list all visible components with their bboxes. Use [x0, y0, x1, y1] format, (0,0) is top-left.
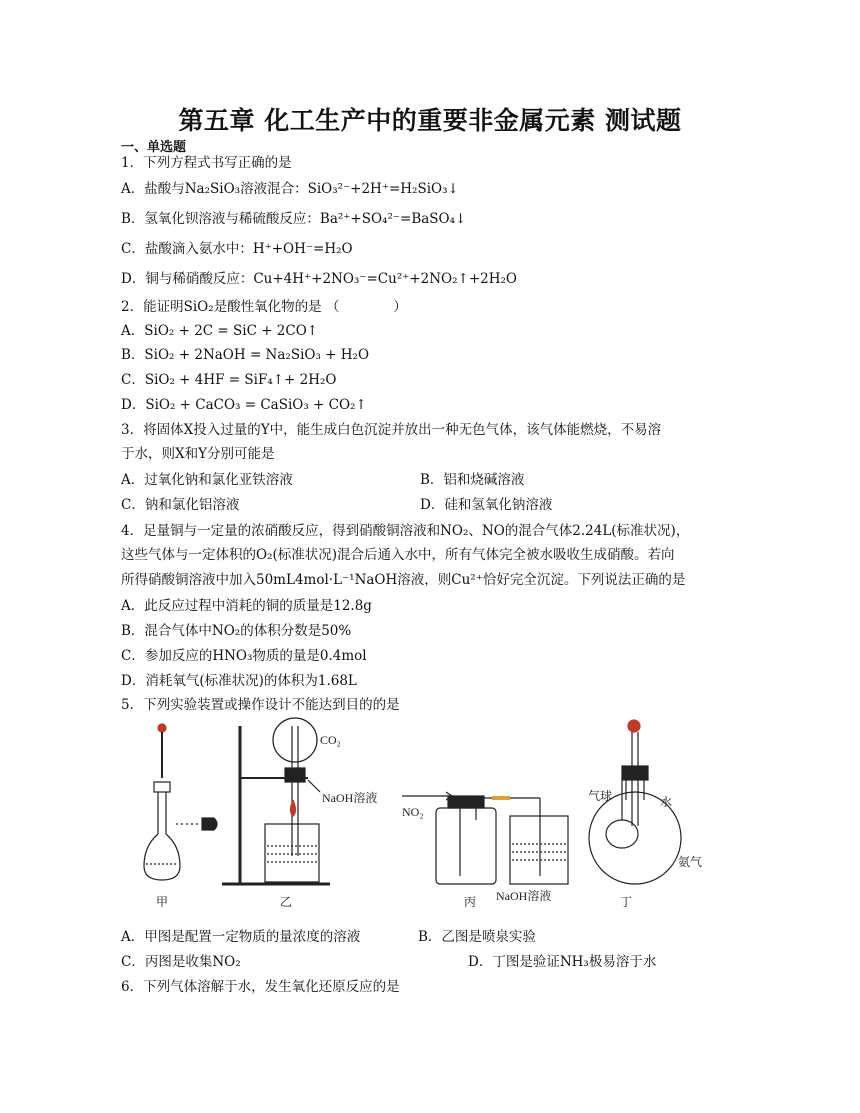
q1-option-b: B．氢氧化钡溶液与稀硫酸反应：Ba²⁺+SO₄²⁻=BaSO₄↓	[121, 211, 467, 227]
q1-stem: 1．下列方程式书写正确的是	[121, 155, 292, 171]
q3-option-a: A．过氧化钠和氯化亚铁溶液	[121, 472, 293, 488]
label-yi: 乙	[280, 895, 293, 909]
q2-option-d: D．SiO₂ + CaCO₃ = CaSiO₃ + CO₂↑	[121, 397, 367, 413]
label-naoh-solution: NaOH溶液	[322, 791, 378, 805]
q4-option-d: D．消耗氧气(标准状况)的体积为1.68L	[121, 673, 357, 689]
q1-option-d: D．铜与稀硝酸反应：Cu+4H⁺+2NO₃⁻=Cu²⁺+2NO₂↑+2H₂O	[121, 271, 517, 287]
q3-option-c: C．钠和氯化铝溶液	[121, 497, 240, 513]
flask-jia-diagram	[144, 724, 217, 880]
q2-option-a: A．SiO₂ + 2C = SiC + 2CO↑	[121, 323, 319, 339]
q2-stem: 2．能证明SiO₂是酸性氧化物的是 （ ）	[121, 299, 407, 315]
label-jia: 甲	[156, 895, 169, 909]
q1-option-a: A．盐酸与Na₂SiO₃溶液混合：SiO₃²⁻+2H⁺=H₂SiO₃↓	[121, 181, 459, 197]
fountain-yi-diagram	[222, 718, 330, 884]
q5-option-a: A．甲图是配置一定物质的量浓度的溶液	[121, 929, 361, 945]
q3-stem-line2: 于水，则X和Y分别可能是	[121, 446, 275, 462]
label-naoh-solution-2: NaOH溶液	[496, 889, 552, 903]
q5-stem: 5．下列实验装置或操作设计不能达到目的的是	[121, 697, 400, 713]
q4-stem-line2: 这些气体与一定体积的O₂(标准状况)混合后通入水中，所有气体完全被水吸收生成硝酸。若向	[121, 547, 675, 563]
label-no2: NO₂	[402, 805, 424, 819]
q4-option-a: A．此反应过程中消耗的铜的质量是12.8g	[121, 598, 372, 614]
q1-option-c: C．盐酸滴入氨水中：H⁺+OH⁻=H₂O	[121, 241, 353, 257]
label-ding: 丁	[620, 895, 633, 909]
collection-bing-diagram	[402, 792, 568, 884]
q4-option-c: C．参加反应的HNO₃物质的量是0.4mol	[121, 648, 367, 664]
q3-option-d: D．硅和氢氧化钠溶液	[420, 497, 553, 513]
label-bing: 丙	[464, 895, 477, 909]
label-water: 水	[660, 795, 673, 809]
page-title: 第五章 化工生产中的重要非金属元素 测试题	[178, 106, 682, 135]
q5-option-c: C．丙图是收集NO₂	[121, 954, 241, 970]
q5-option-d: D．丁图是验证NH₃极易溶于水	[468, 954, 657, 970]
q3-stem-line1: 3．将固体X投入过量的Y中，能生成白色沉淀并放出一种无色气体，该气体能燃烧，不易溶	[121, 422, 662, 438]
apparatus-figure	[130, 716, 730, 916]
q4-stem-line3: 所得硝酸铜溶液中加入50mL4mol·L⁻¹NaOH溶液，则Cu²⁺恰好完全沉淀。下列说法正确的是	[121, 572, 686, 588]
q6-stem: 6．下列气体溶解于水，发生氧化还原反应的是	[121, 979, 400, 995]
q4-stem-line1: 4．足量铜与一定量的浓硝酸反应，得到硝酸铜溶液和NO₂、NO的混合气体2.24L(标准状况)，	[121, 523, 690, 539]
label-balloon: 气球	[588, 789, 613, 803]
section-heading: 一、单选题	[121, 140, 187, 155]
q4-option-b: B．混合气体中NO₂的体积分数是50%	[121, 623, 352, 639]
q2-option-c: C．SiO₂ + 4HF = SiF₄↑+ 2H₂O	[121, 372, 337, 388]
label-ammonia: 氨气	[678, 855, 703, 869]
label-co2: CO₂	[320, 733, 341, 747]
q2-option-b: B．SiO₂ + 2NaOH = Na₂SiO₃ + H₂O	[121, 347, 370, 363]
q5-option-b: B．乙图是喷泉实验	[418, 929, 536, 945]
q3-option-b: B．铝和烧碱溶液	[420, 472, 525, 488]
